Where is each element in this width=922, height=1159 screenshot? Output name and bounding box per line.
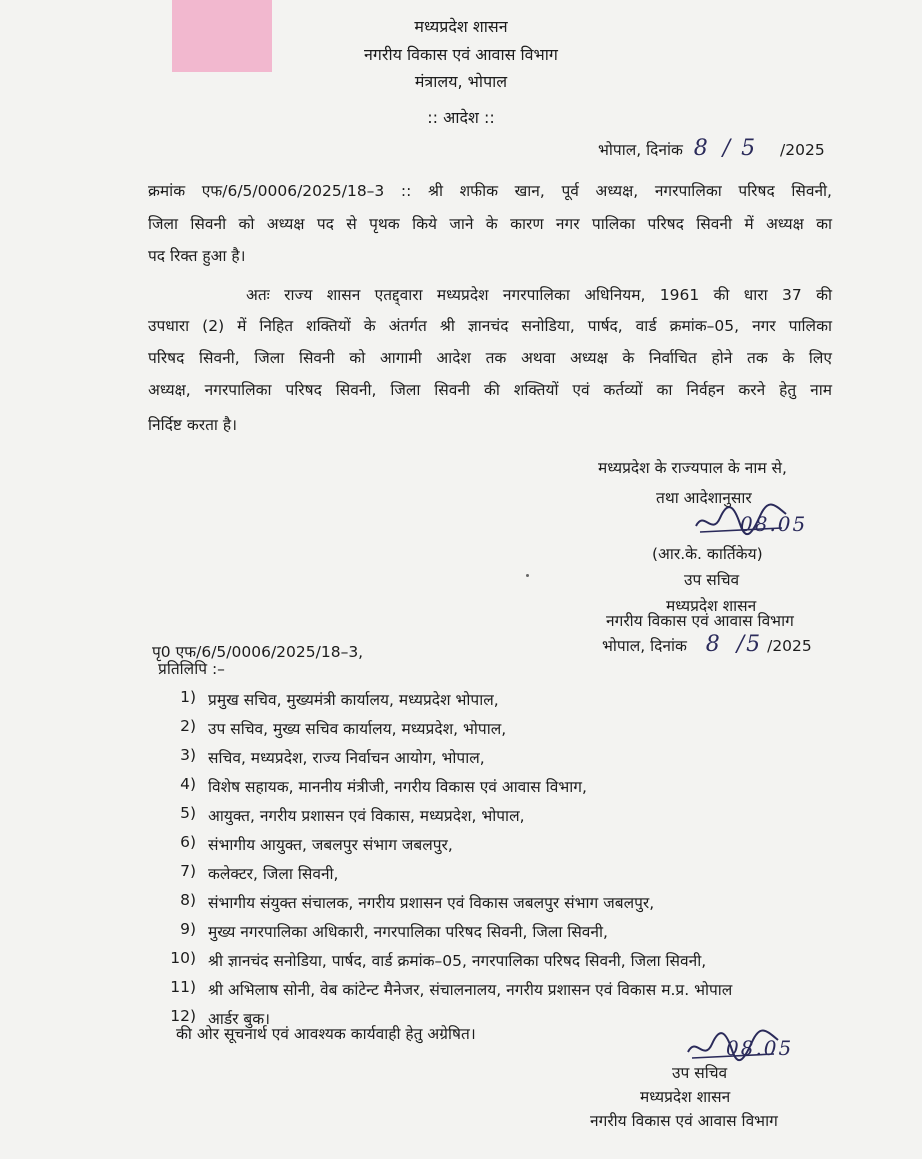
sig1-name: (आर.के. कार्तिकेय)	[652, 545, 763, 563]
date-year: /2025	[780, 141, 825, 159]
date-month-handwritten: 5	[741, 136, 758, 161]
closing-line: की ओर सूचनार्थ एवं आवश्यक कार्यवाही हेतु अग्रेषित।	[176, 1025, 476, 1043]
sig2-dept2: नगरीय विकास एवं आवास विभाग	[590, 1112, 778, 1130]
sig1-date-month: /5	[736, 632, 763, 657]
sig1-dept2: नगरीय विकास एवं आवास विभाग	[606, 612, 794, 630]
para2-line2: उपधारा (2) में निहित शक्तियों के अंतर्गत श्री ज्ञानचंद सनोडिया, पार्षद, वार्ड क्रमांक–05, नगर पालिका	[148, 317, 832, 335]
order-title: :: आदेश ::	[427, 108, 495, 127]
sig1-dept1: मध्यप्रदेश शासन	[666, 597, 757, 615]
para1-line2: जिला सिवनी को अध्यक्ष पद से पृथक किये जाने के कारण नगर पालिका परिषद सिवनी में अध्यक्ष का	[148, 215, 832, 233]
para2-line4: अध्यक्ष, नगरपालिका परिषद सिवनी, जिला सिवनी की शक्तियों एवं कर्तव्यों का निर्वहन करने हेतु नाम	[148, 381, 832, 399]
para1-line1: क्रमांक एफ/6/5/0006/2025/18–3 :: श्री शफीक खान, पूर्व अध्यक्ष, नगरपालिका परिषद सिवनी,	[148, 182, 832, 200]
header-ministry: मंत्रालय, भोपाल	[414, 72, 508, 91]
order-date: भोपाल, दिनांक 8 / 5 /2025	[598, 136, 825, 161]
sig1-governor-line: मध्यप्रदेश के राज्यपाल के नाम से,	[598, 459, 787, 477]
para2-line3: परिषद सिवनी, जिला सिवनी को आगामी आदेश तक अथवा अध्यक्ष के निर्वाचित होने तक के लिए	[148, 349, 832, 367]
copy-label: प्रतिलिपि :–	[158, 660, 225, 678]
date-prefix: भोपाल, दिनांक	[598, 141, 683, 159]
header-department: नगरीय विकास एवं आवास विभाग	[364, 45, 558, 64]
sig1-designation: उप सचिव	[684, 571, 740, 589]
date-day-handwritten: 8	[693, 136, 710, 161]
header-govt: मध्यप्रदेश शासन	[414, 17, 508, 36]
sig1-order-line: तथा आदेशानुसार	[656, 489, 752, 507]
sig2-handwritten-date: 08.05	[726, 1036, 794, 1060]
sig1-date: भोपाल, दिनांक 8 /5 /2025	[602, 632, 812, 657]
sig2-dept1: मध्यप्रदेश शासन	[640, 1088, 731, 1106]
para2-line5: निर्दिष्ट करता है।	[148, 416, 237, 434]
para2-line1: अतः राज्य शासन एतद्द्वारा मध्यप्रदेश नगरपालिका अधिनियम, 1961 की धारा 37 की	[246, 286, 832, 304]
endorsement-ref: पृ0 एफ/6/5/0006/2025/18–3,	[152, 643, 364, 661]
sig1-handwritten-date: 08.05	[740, 512, 808, 536]
sig2-designation: उप सचिव	[672, 1064, 728, 1082]
sig1-date-day: 8	[705, 632, 722, 657]
para1-line3: पद रिक्त हुआ है।	[148, 247, 246, 265]
sig1-date-year: /2025	[767, 637, 812, 655]
